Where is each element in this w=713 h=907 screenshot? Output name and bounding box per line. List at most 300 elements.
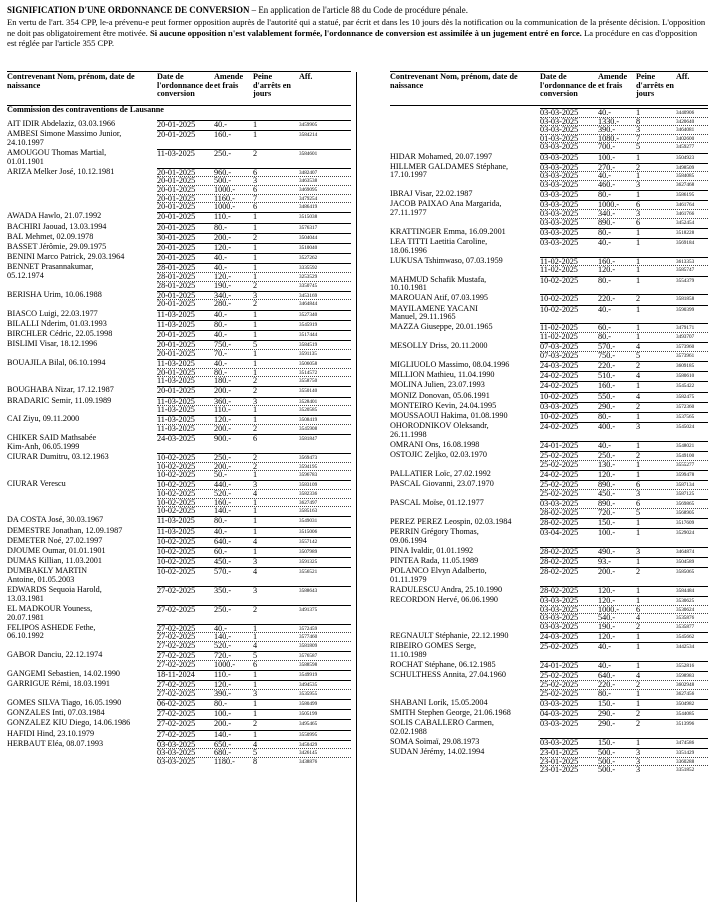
conversion-row [540, 605, 708, 614]
entry [390, 671, 708, 698]
case-number: 3351852 [676, 767, 695, 774]
entry [7, 359, 351, 386]
fine-amount: 60.- [598, 323, 611, 333]
entry-name-line: PASCAL Giovanni, 23.07.1970 [390, 479, 494, 489]
order-date: 07-03-2025 [540, 350, 579, 360]
case-number: 3507989 [299, 549, 318, 555]
entry-name-line: DUMBAKLY MARTIN [7, 566, 88, 576]
entry-name-line: MAYILAMENE YACANI [390, 303, 478, 313]
fine-amount: 40.- [214, 359, 227, 368]
case-number: 3520585 [299, 407, 318, 414]
order-date: 11-03-2025 [157, 309, 195, 319]
detention-days: 1 [636, 642, 641, 652]
conversion-row [157, 424, 351, 433]
fine-amount: 500.- [598, 756, 616, 766]
entry-name [390, 642, 538, 659]
entry-name-line: 01.01.1901 [7, 156, 44, 166]
order-date: 24-02-2025 [540, 470, 579, 479]
order-date: 20-01-2025 [157, 202, 196, 212]
case-number: 3572360 [676, 403, 695, 410]
entry-name [390, 361, 538, 370]
fine-amount: 520.- [214, 488, 232, 498]
order-date: 10-02-2025 [157, 557, 196, 567]
conversion-row [540, 238, 708, 247]
order-date: 03-03-2025 [540, 401, 579, 411]
entry-name [7, 291, 155, 300]
entry [7, 605, 351, 624]
entry-name [390, 470, 538, 479]
conversion-row [540, 528, 708, 537]
order-date: 27-02-2025 [157, 586, 196, 596]
entry-name-line: JACOB PAIXAO Ana Margarida, [390, 199, 502, 209]
entry [390, 422, 708, 441]
entry-name-line: 11.10.1989 [390, 649, 427, 659]
conversion-row [540, 586, 708, 595]
case-number: 3588643 [299, 588, 318, 595]
case-number: 3426145 [299, 750, 318, 757]
conversion-row [157, 567, 351, 576]
case-number: 3548021 [676, 443, 695, 449]
fine-amount: 400.- [598, 422, 616, 432]
entry-name-line: 18.06.1996 [390, 245, 427, 255]
detention-days: 1 [253, 623, 258, 633]
order-date: 27-02-2025 [157, 709, 196, 719]
detention-days: 1 [636, 265, 641, 275]
detention-days: 1 [253, 405, 258, 415]
entry [390, 499, 708, 518]
case-number: 3508419 [299, 417, 318, 424]
detention-days: 1 [253, 243, 258, 252]
case-number: 3486419 [299, 204, 318, 211]
fine-amount: 550.- [598, 391, 616, 401]
case-number: 3584085 [676, 173, 695, 180]
entry-name [390, 402, 538, 411]
detention-days: 5 [253, 651, 258, 661]
conversion-row [157, 730, 351, 739]
detention-days: 2 [253, 461, 258, 471]
entry-name-line: RECORDON Hervé, 06.06.1990 [390, 595, 499, 605]
order-date: 04-03-2025 [540, 709, 579, 718]
conversion-row [157, 689, 351, 698]
entry-name [390, 294, 538, 303]
conversion-row [157, 480, 351, 489]
conversion-row [157, 660, 351, 669]
conversion-row [540, 508, 708, 517]
entry-name-line: DUMAS Killian, 11.03.2001 [7, 556, 102, 566]
case-number: 3581847 [299, 436, 318, 443]
detention-days: 1 [253, 632, 258, 642]
order-date: 10-02-2025 [157, 506, 196, 516]
entry-name [7, 516, 155, 525]
entry [7, 340, 351, 359]
conversion-row [157, 470, 351, 479]
fine-amount: 80.- [598, 227, 611, 237]
detention-days: 1 [636, 381, 641, 391]
fine-amount: 40.- [598, 171, 611, 181]
conversion-row [540, 294, 708, 303]
order-date: 20-01-2025 [157, 290, 196, 300]
detention-days: 4 [636, 371, 641, 381]
detention-days: 1 [636, 738, 641, 747]
entry [7, 680, 351, 699]
entry-name [7, 453, 155, 462]
order-date: 10-02-2025 [540, 412, 579, 421]
fine-amount: 140.- [214, 506, 232, 516]
case-number: 3474586 [676, 740, 695, 746]
entry-name [390, 671, 538, 680]
entry-name [7, 567, 155, 584]
fine-amount: 750.- [214, 340, 232, 350]
case-number: 3464081 [676, 127, 695, 134]
case-number: 3504923 [676, 154, 695, 161]
fine-amount: 450.- [214, 557, 232, 567]
detention-days: 1 [253, 415, 258, 425]
conversion-row [157, 516, 351, 525]
fine-amount: 40.- [598, 304, 611, 314]
fine-amount: 340.- [214, 290, 232, 300]
entry-name [7, 386, 155, 395]
fine-amount: 40.- [214, 330, 227, 339]
entry-name-line: SUDAN Jérémy, 14.02.1994 [390, 747, 485, 757]
order-date: 10-02-2025 [157, 536, 196, 546]
order-date: 27-02-2025 [157, 640, 196, 650]
entry-name [390, 632, 538, 641]
conversion-row [540, 276, 708, 285]
header-amount: Amende et frais [214, 72, 244, 90]
conversion-row [157, 748, 351, 757]
entry [390, 108, 708, 153]
order-date: 24-01-2025 [540, 441, 579, 450]
entry-name-line: MIGLIUOLO Massimo, 08.04.1996 [390, 360, 510, 369]
conversion-row [540, 361, 708, 370]
conversion-row [540, 632, 708, 641]
detention-days: 1 [636, 171, 641, 181]
entry-name [7, 320, 155, 329]
entry [7, 168, 351, 213]
order-date: 27-02-2025 [157, 651, 196, 661]
order-date: 25-02-2025 [540, 671, 579, 681]
notice-intro [7, 4, 707, 49]
notice-title-rest: – En application de l'article 88 du Code de procédure pénale. [249, 5, 468, 15]
entry-name-line: Manuel, 29.11.1965 [390, 312, 456, 322]
fine-amount: 80.- [214, 319, 227, 329]
fine-amount: 160.- [214, 130, 232, 140]
entry-name [7, 709, 155, 718]
fine-amount: 220.- [598, 361, 616, 370]
order-date: 03-03-2025 [540, 142, 579, 152]
entry-name-line: CIURAR Dumitru, 03.12.1963 [7, 452, 109, 461]
case-number: 3452454 [676, 219, 695, 226]
detention-days: 1 [636, 304, 641, 314]
detention-days: 1 [636, 275, 641, 285]
detention-days: 2 [253, 232, 258, 242]
conversion-row [157, 233, 351, 242]
notice-body-end: La procédure en cas d'opposition est réglée par l'article 355 CPP. [7, 27, 698, 49]
detention-days: 1 [253, 319, 258, 329]
order-date: 20-01-2025 [157, 130, 196, 140]
entry-name-line: CAI Ziyu, 09.11.2000 [7, 414, 80, 424]
detention-days: 1 [636, 596, 641, 606]
case-number: 3517444 [299, 332, 318, 338]
order-date: 27-02-2025 [157, 719, 196, 729]
entry-name [7, 730, 155, 739]
case-number: 3577460 [299, 634, 318, 641]
case-number: 3587134 [676, 482, 695, 489]
fine-amount: 150.- [598, 517, 616, 527]
order-date: 20-01-2025 [157, 299, 196, 309]
entry-name-line: POLANCO Elvyn Adalberto, [390, 566, 487, 576]
fine-amount: 120.- [598, 586, 616, 595]
conversion-row [540, 117, 708, 126]
table-header-left [7, 71, 351, 106]
order-date: 03-03-2025 [540, 162, 579, 172]
order-date: 27-02-2025 [157, 659, 196, 669]
order-date: 28-02-2025 [540, 546, 579, 556]
fine-amount: 700.- [598, 142, 616, 152]
entry-name [7, 149, 155, 166]
detention-days: 3 [636, 125, 641, 135]
fine-amount: 40.- [214, 120, 227, 129]
order-date: 03-03-2025 [540, 698, 579, 708]
entry-name [7, 740, 155, 749]
table-header-right [390, 71, 708, 106]
fine-amount: 40.- [598, 238, 611, 247]
conversion-row [540, 719, 708, 728]
detention-days: 4 [253, 536, 258, 546]
entry-name [7, 253, 155, 262]
entry-name [7, 527, 155, 536]
case-number: 3580610 [676, 373, 695, 380]
entry-name [390, 163, 538, 180]
entry-name [7, 330, 155, 339]
order-date: 07-03-2025 [540, 342, 579, 352]
conversion-row [540, 332, 708, 341]
conversion-row [157, 405, 351, 414]
detention-days: 1 [253, 709, 258, 719]
order-date: 11-03-2025 [157, 516, 195, 526]
case-number: 3627468 [676, 181, 695, 188]
entry-name-line: Antoine, 01.05.2003 [7, 574, 75, 584]
case-number: 3350745 [299, 282, 318, 289]
fine-amount: 900.- [214, 434, 232, 444]
entry-name [390, 238, 538, 255]
order-date: 24-02-2025 [540, 422, 579, 432]
conversion-row [540, 757, 708, 766]
entry-name-line: HILLMER GALDAMES Stéphane, [390, 161, 509, 171]
entry [390, 276, 708, 295]
conversion-row [157, 498, 351, 507]
entry-name-line: BISLIMI Visar, 18.12.1996 [7, 339, 98, 349]
entry [390, 748, 708, 775]
case-number: 3529024 [676, 530, 695, 536]
order-date: 03-03-2025 [157, 748, 196, 758]
order-date: 11-03-2025 [157, 319, 195, 329]
entry [7, 149, 351, 168]
case-number: 3351429 [676, 750, 695, 757]
conversion-row [540, 518, 708, 527]
order-date: 28-01-2025 [157, 271, 196, 281]
entry-name [390, 323, 538, 332]
notice-body [7, 17, 707, 49]
conversion-row [540, 134, 708, 143]
order-date: 20-01-2025 [157, 176, 196, 186]
entry-name [7, 168, 155, 177]
case-number: 3528401 [299, 398, 318, 405]
fine-amount: 250.- [214, 149, 232, 158]
conversion-row [157, 368, 351, 377]
fine-amount: 160.- [214, 497, 232, 507]
detention-days: 5 [636, 142, 641, 152]
fine-amount: 500.- [598, 765, 616, 775]
entry-name-line: IBRAJ Visar, 22.02.1987 [390, 189, 473, 199]
detention-days: 3 [253, 396, 258, 406]
case-number: 3504982 [676, 700, 695, 707]
case-number: 3556521 [299, 569, 318, 576]
detention-days: 6 [636, 499, 641, 508]
conversion-row [540, 218, 708, 227]
order-date: 11-03-2025 [157, 359, 195, 368]
detention-days: 1 [636, 661, 641, 671]
entry-name [390, 499, 538, 508]
fine-amount: 340.- [598, 208, 616, 218]
case-number: 3599478 [676, 472, 695, 478]
detention-days: 1 [636, 698, 641, 708]
conversion-row [540, 451, 708, 460]
order-date: 25-02-2025 [540, 488, 579, 498]
fine-amount: 890.- [598, 499, 616, 508]
case-number: 3573960 [676, 344, 695, 351]
entry-name-line: RADULESCU Andra, 25.10.1990 [390, 585, 503, 594]
entry-name [7, 586, 155, 603]
case-number: 3493707 [676, 333, 695, 340]
fine-amount: 110.- [214, 212, 231, 222]
entry [7, 651, 351, 670]
entry-name-line: SMITH Stephen George, 21.06.1968 [390, 708, 511, 717]
detention-days: 1 [253, 526, 258, 536]
fine-amount: 80.- [598, 688, 611, 698]
order-date: 24-03-2025 [540, 632, 579, 642]
order-date: 20-01-2025 [157, 367, 196, 377]
case-number: 3549919 [299, 672, 318, 678]
entry [7, 415, 351, 434]
order-date: 20-01-2025 [157, 348, 196, 358]
conversion-row [540, 342, 708, 351]
detention-days: 2 [253, 605, 258, 614]
case-number: 3530624 [676, 606, 695, 613]
detention-days: 1 [636, 441, 641, 450]
entry [7, 130, 351, 149]
entry-name [7, 434, 155, 451]
entry-name [7, 223, 155, 232]
fine-amount: 960.- [214, 167, 232, 177]
case-number: 3459277 [676, 144, 695, 151]
fine-amount: 250.- [214, 605, 232, 614]
entry-name [390, 305, 538, 322]
entry-name-line: BRADARIC Semir, 11.09.1989 [7, 395, 112, 405]
conversion-row [157, 376, 351, 385]
fine-amount: 500.- [214, 176, 232, 186]
detention-days: 3 [253, 557, 258, 567]
conversion-row [540, 748, 708, 757]
conversion-row [540, 480, 708, 489]
order-date: 03-03-2025 [540, 108, 579, 117]
entry-name [390, 699, 538, 708]
conversion-row [157, 709, 351, 718]
entry-name-line: BASSET Jérômie, 29.09.1975 [7, 242, 107, 251]
conversion-row [540, 613, 708, 622]
detention-days: 1 [253, 497, 258, 507]
order-date: 03-03-2025 [157, 756, 196, 766]
entry-name [390, 190, 538, 199]
conversion-row [540, 163, 708, 172]
entry-name-line: BOUAJILA Bilal, 06.10.1994 [7, 358, 106, 367]
order-date: 10-02-2025 [157, 453, 196, 462]
detention-days: 6 [253, 659, 258, 669]
case-number: 3514572 [299, 369, 318, 376]
entry-name-line: LEA TITTI Laetitia Caroline, [390, 237, 488, 246]
entry [390, 567, 708, 586]
detention-days: 6 [636, 604, 641, 614]
detention-days: 1 [636, 256, 641, 266]
order-date: 10-02-2025 [157, 488, 196, 498]
fine-amount: 100.- [598, 528, 616, 537]
entry-name [390, 719, 538, 736]
entry-name-line: DJOUME Oumar, 01.01.1901 [7, 546, 106, 555]
section-title: Commission des contraventions de Lausanne [7, 105, 164, 114]
entry-name-line: OSTOJIC Zeljko, 02.03.1970 [390, 450, 487, 460]
order-date: 03-03-2025 [540, 738, 579, 747]
detention-days: 3 [636, 488, 641, 498]
conversion-row [157, 699, 351, 708]
order-date: 25-02-2025 [540, 480, 579, 490]
conversion-row [157, 176, 351, 185]
order-date: 20-01-2025 [157, 212, 196, 222]
order-date: 03-03-2025 [540, 499, 579, 508]
detention-days: 1 [253, 253, 258, 263]
detention-days: 1 [253, 359, 258, 368]
order-date: 20-01-2025 [157, 253, 196, 263]
detention-days: 2 [636, 401, 641, 411]
fine-amount: 120.- [598, 632, 616, 642]
case-number: 3420640 [676, 118, 695, 125]
entry-name-line: MAHMUD Schafik Mustafa, [390, 274, 487, 284]
entry-name-line: PALLATIER Loïc, 27.02.1992 [390, 469, 491, 478]
conversion-row [540, 699, 708, 708]
order-date: 03-03-2025 [540, 613, 579, 623]
detention-days: 2 [253, 280, 258, 290]
case-number: 3459905 [299, 122, 318, 128]
conversion-row [540, 738, 708, 747]
entry-name [390, 257, 538, 266]
detention-days: 2 [636, 621, 641, 631]
detention-days: 2 [253, 719, 258, 729]
header-name: Contrevenant Nom, prénom, date de naissance [7, 72, 135, 90]
entry-name-line: EL MADKOUR Youness, [7, 604, 93, 613]
entry-name-line: BOUGHABA Nizar, 17.12.1987 [7, 385, 114, 395]
entry [7, 291, 351, 310]
fine-amount: 40.- [214, 253, 227, 263]
case-number: 3545908 [299, 425, 318, 432]
conversion-row [157, 415, 351, 424]
entry-name-line: OHORODNIKOV Oleksandr, [390, 421, 489, 431]
conversion-row [540, 200, 708, 209]
fine-amount: 200.- [214, 461, 232, 471]
case-number: 3558750 [299, 378, 318, 385]
fine-amount: 570.- [214, 567, 232, 577]
conversion-row [540, 671, 708, 680]
case-number: 3591325 [299, 559, 318, 566]
entry-name [7, 340, 155, 349]
